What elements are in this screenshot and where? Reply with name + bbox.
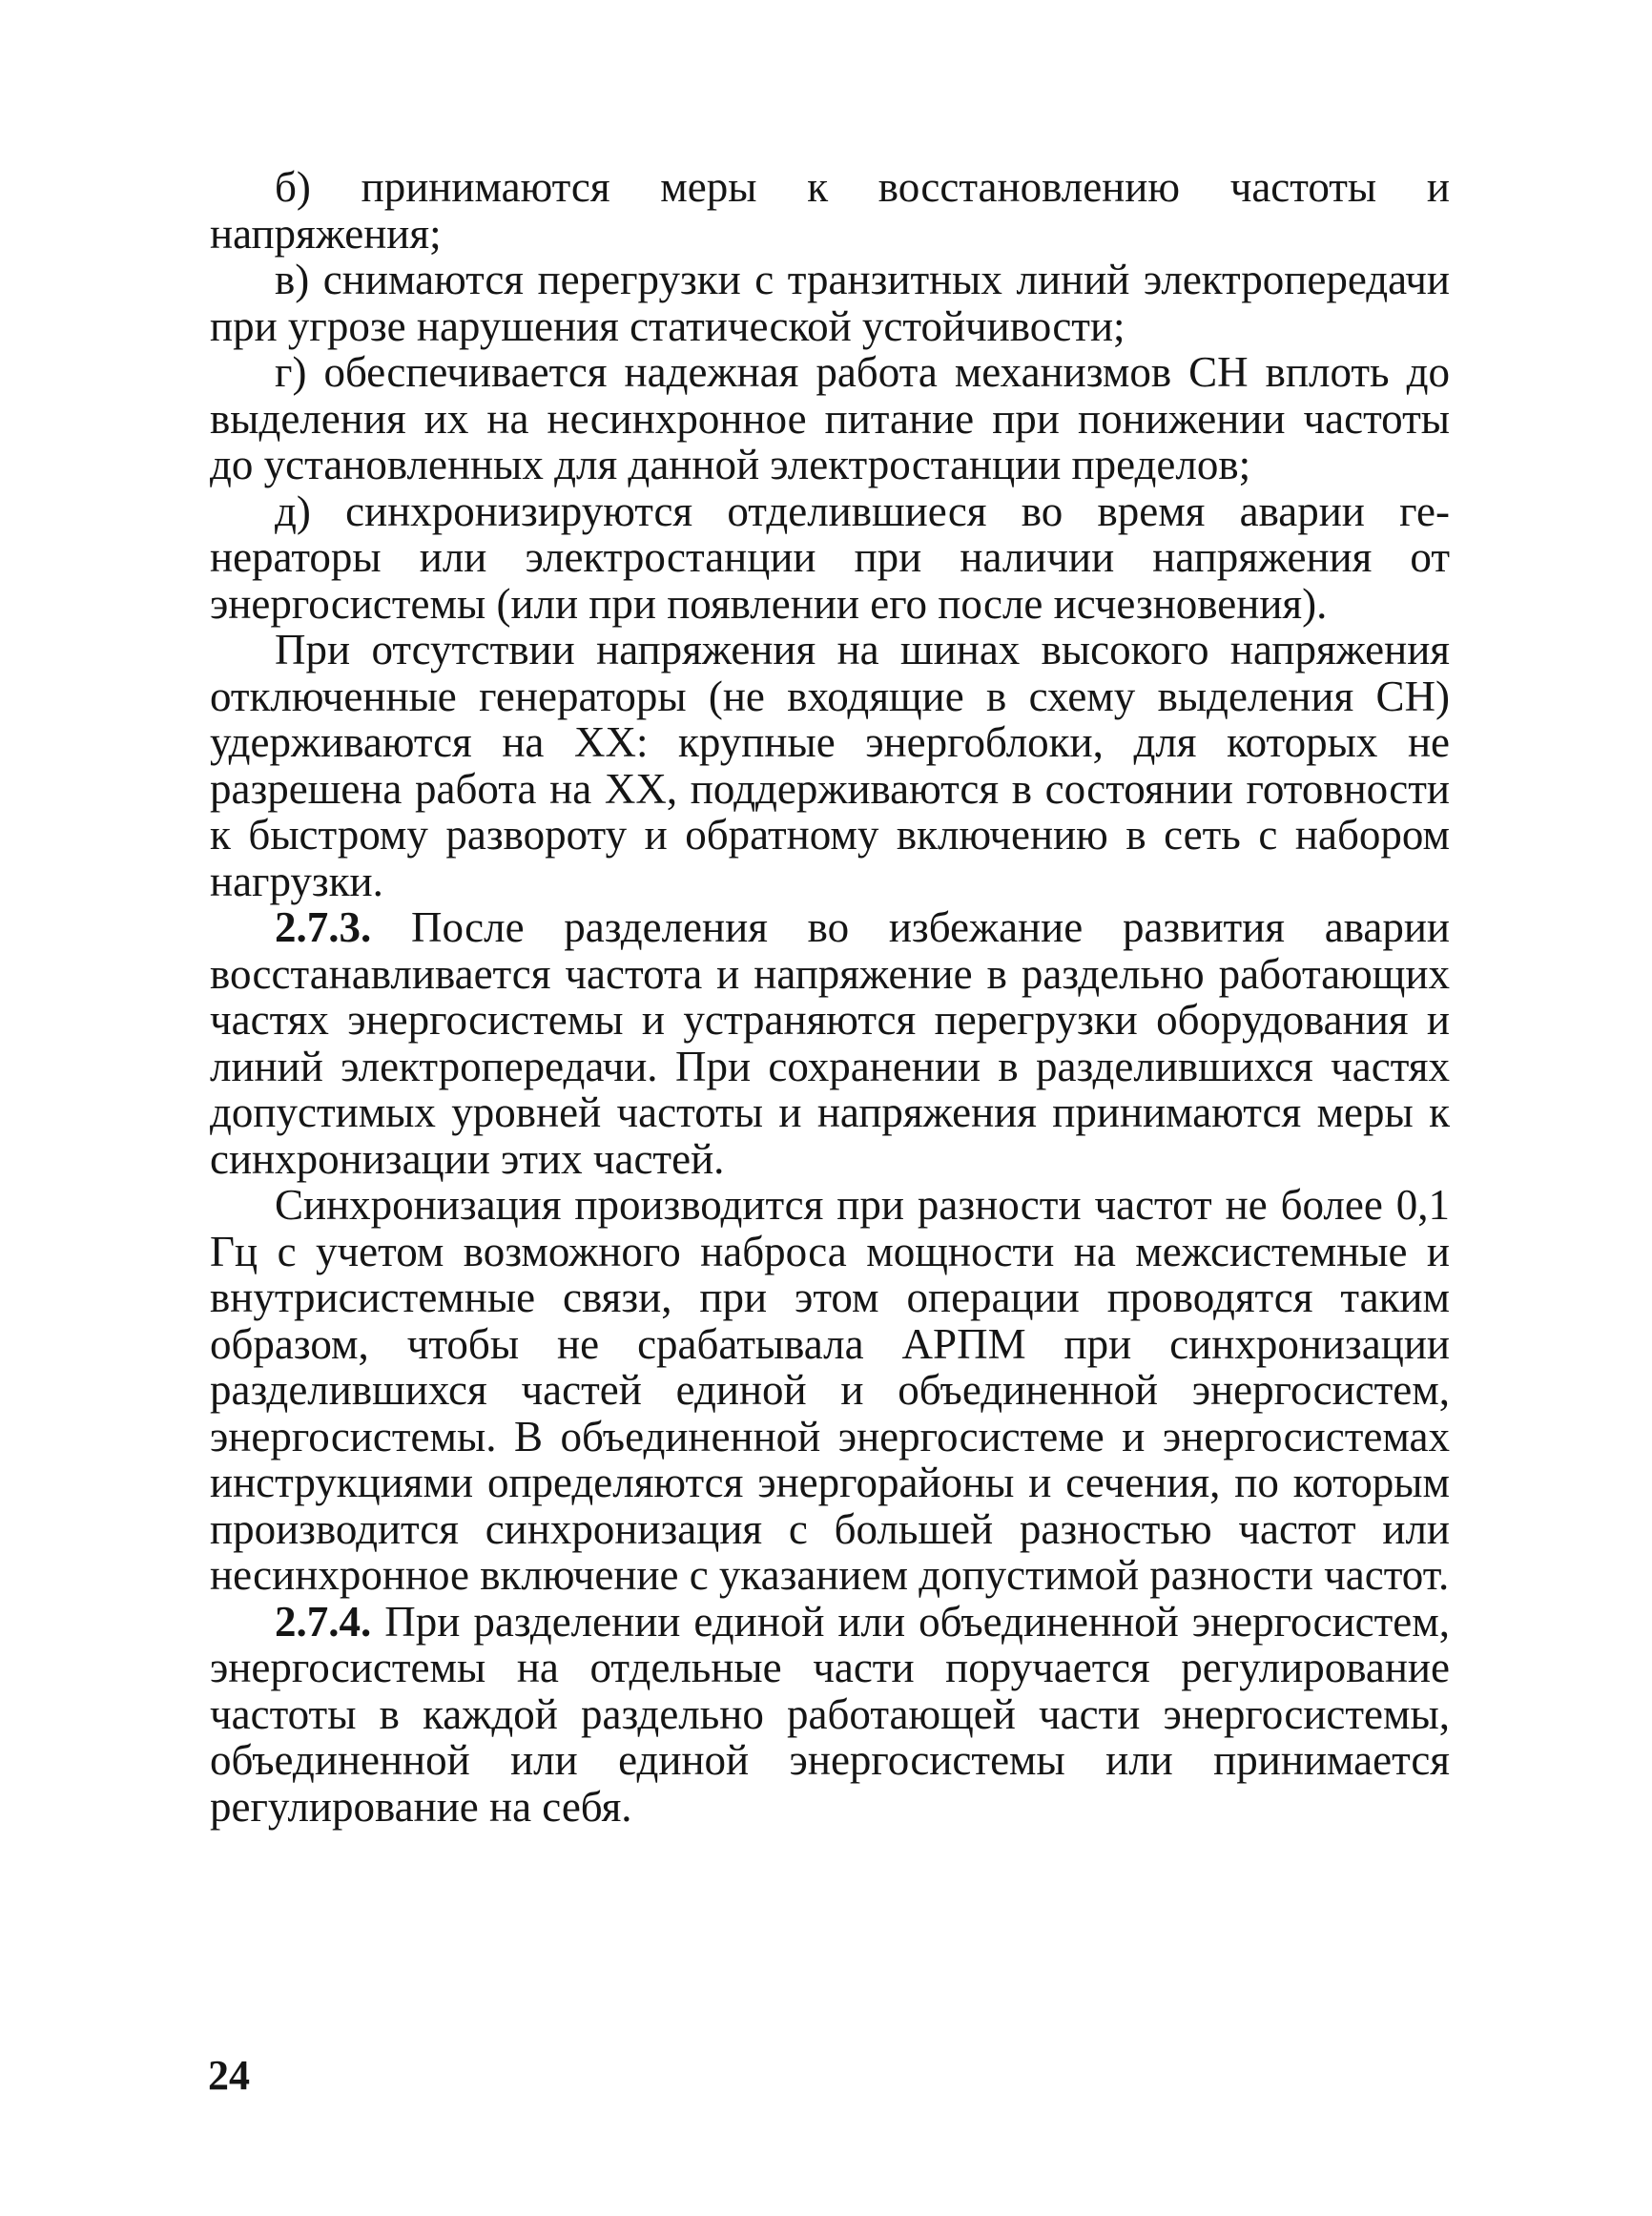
paragraph-text: Синхронизация производится при разности частот не более 0,1 Гц с учетом возможного наброса мощности на межсистемные и внутрисистемные связи, при этом операции проводятся таким образом, чтобы не срабатывала АРПМ при синхронизации разделившихся частей единой и объединенной энергосистем, энергосистемы. В объединенной энергосистеме и энергосистемах инструкциями определяются энергорайоны и сечения, по которым производится синхронизация с большей разностью частот или несинхронное включение с указанием допустимой разности частот. <box>210 1181 1450 1599</box>
paragraph-item-v <box>210 257 1450 349</box>
paragraph-text: в) снимаются перегрузки с транзитных линий электропередачи при угрозе нарушения статической устойчивости; <box>210 256 1450 350</box>
paragraph-text: После разделения во избежание развития аварии восстанавливается частота и напряжение в раздельно работающих частях энергосистемы и устраняются перегрузки оборудования и линий электропередачи. При сохранении в разделившихся частях допустимых уровней частоты и напряжения принимаются меры к синхронизации этих частей. <box>210 903 1450 1183</box>
page-number: 24 <box>208 2052 250 2099</box>
paragraph-synchronization <box>210 1182 1450 1599</box>
paragraph-text: д) синхронизируются отделившиеся во время аварии генераторы или электростанции при наличии напряжения от энергосистемы (или при появлении его после исчезновения). <box>210 487 1450 628</box>
paragraph-item-b <box>210 164 1450 257</box>
paragraph-item-g <box>210 349 1450 488</box>
paragraph-2-7-4 <box>210 1599 1450 1831</box>
paragraph-item-d <box>210 488 1450 628</box>
section-number: 2.7.4. <box>275 1597 372 1646</box>
paragraph-text: При разделении единой или объединенной энергосистем, энергосистемы на отдельные части поручается регулирование частоты в каждой раздельно работающей части энергосистемы, объединенной или единой энергосистемы или принимается регулирование на себя. <box>210 1597 1451 1831</box>
body-text <box>210 164 1450 1830</box>
paragraph-text: При отсутствии напряжения на шинах высокого напряжения отключенные генераторы (не входящие в схему выделения СН) удерживаются на XX: крупные энергоблоки, для которых не разрешена работа на XX, поддерживаются в состоянии готовности к быстрому развороту и обратному включению в сеть с набором нагрузки. <box>210 626 1450 905</box>
paragraph-text: б) принимаются меры к восстановлению частоты и напряжения; <box>210 163 1450 258</box>
paragraph-no-voltage <box>210 627 1450 904</box>
section-number: 2.7.3. <box>275 903 372 951</box>
paragraph-2-7-3 <box>210 904 1450 1182</box>
paragraph-text: г) обеспечивается надежная работа механизмов СН вплоть до выделения их на несинхронное питание при понижении частоты до установленных для данной электростанции пределов; <box>210 348 1450 488</box>
